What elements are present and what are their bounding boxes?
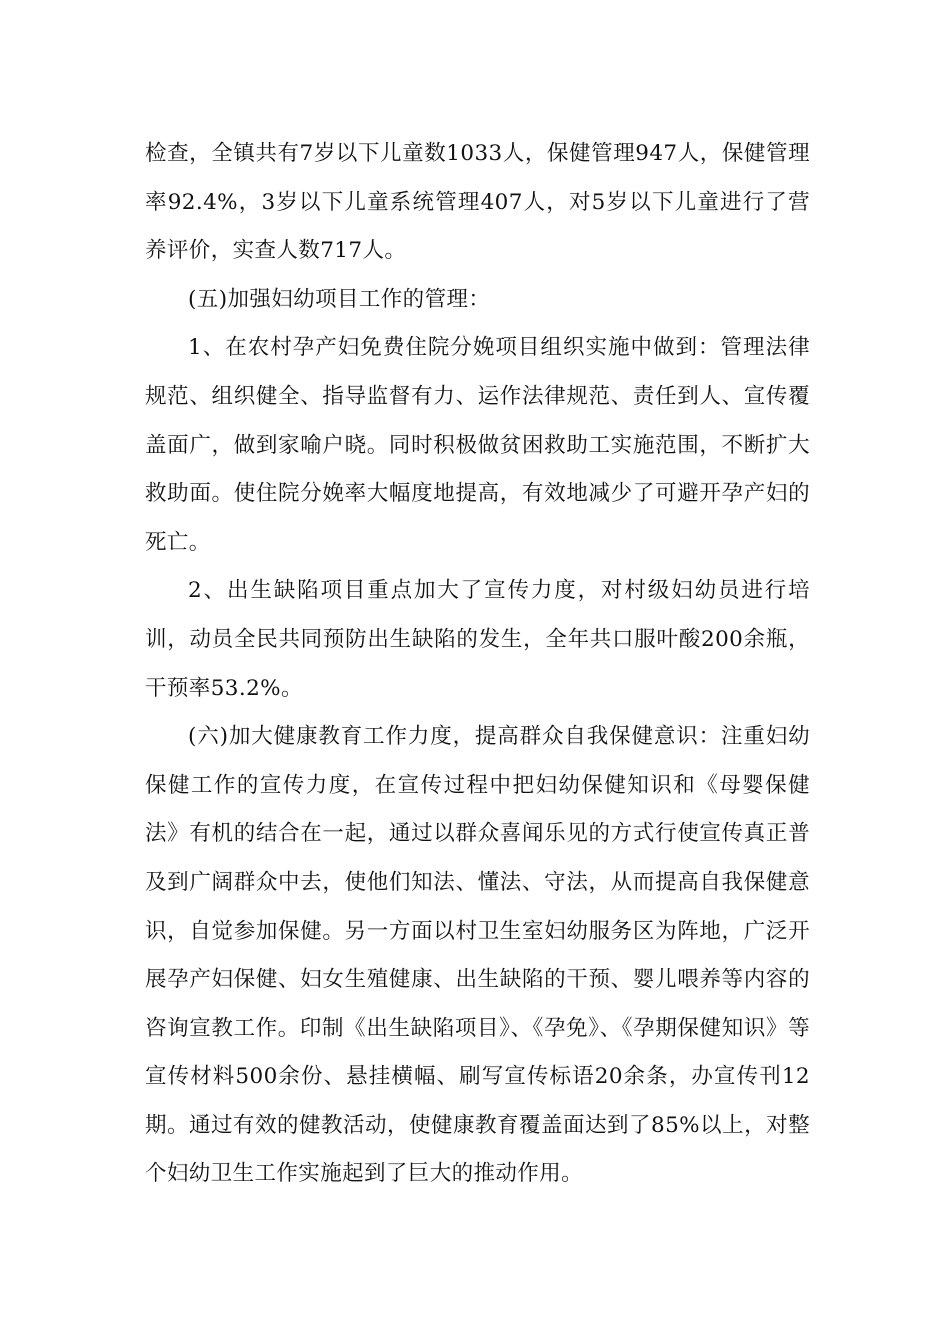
document-body [145,130,810,1199]
paragraph-child-health-statistics: 检查，全镇共有7岁以下儿童数1033人，保健管理947人，保健管理率92.4%，3岁以下儿童系统管理407人，对5岁以下儿童进行了营养评价，实查人数717人。 [145,141,810,264]
paragraph-item-1-free-delivery: 1、在农村孕产妇免费住院分娩项目组织实施中做到：管理法律规范、组织健全、指导监督有力、运作法律规范、责任到人、宣传覆盖面广，做到家喻户晓。同时积极做贫困救助工实施范围，不断扩大救助面。使住院分娩率大幅度地提高，有效地减少了可避开孕产妇的死亡。 [145,335,810,555]
section-heading-5: (五)加强妇幼项目工作的管理： [188,286,491,312]
paragraph-item-2-birth-defects: 2、出生缺陷项目重点加大了宣传力度，对村级妇幼员进行培训，动员全民共同预防出生缺陷的发生，全年共口服叶酸200余瓶，干预率53.2%。 [145,578,810,701]
paragraph-section-6-health-education: (六)加大健康教育工作力度，提高群众自我保健意识：注重妇幼保健工作的宣传力度，在宣传过程中把妇幼保健知识和《母婴保健法》有机的结合在一起，通过以群众喜闻乐见的方式行使宣传真正普及到广阔群众中去，使他们知法、懂法、守法，从而提高自我保健意识，自觉参加保健。另一方面以村卫生室妇幼服务区为阵地，广泛开展孕产妇保健、妇女生殖健康、出生缺陷的干预、婴儿喂养等内容的咨询宣教工作。印制《出生缺陷项目》、《孕免》、《孕期保健知识》等宣传材料500余份、悬挂横幅、刷写宣传标语20余条，办宣传刊12期。通过有效的健教活动，使健康教育覆盖面达到了85%以上，对整个妇幼卫生工作实施起到了巨大的推动作用。 [145,724,810,1187]
